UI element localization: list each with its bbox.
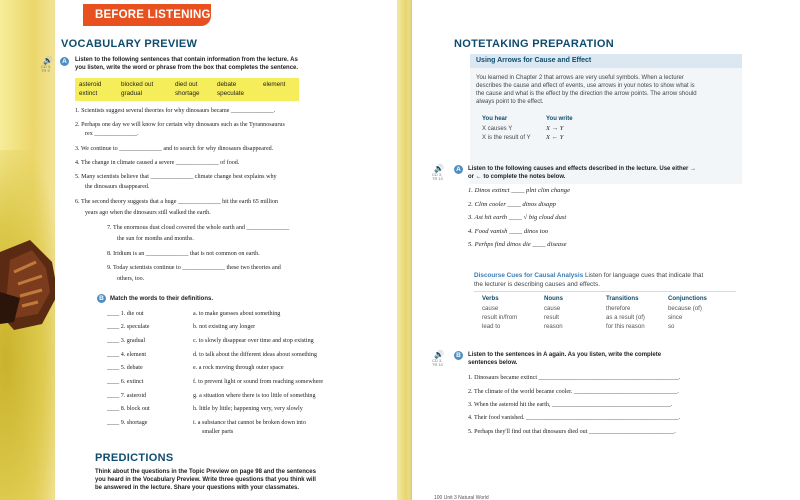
word-box-item: asteroid [79, 81, 102, 88]
vocab-sentence: 5. Many scientists believe that ______________ climate change best explains why [75, 174, 277, 180]
cue-word: since [668, 314, 683, 321]
word-box-item: shortage [175, 90, 200, 97]
exercise-a-instruction: Listen to the following causes and effects described in the lecture. Use either → or ← to complete the notes below. [468, 166, 697, 180]
hear-row: X causes Y [482, 126, 513, 132]
note-line: 5. Perhps find dinos die ____ disease [468, 241, 567, 248]
vocab-sentence: the sun for months and months. [117, 236, 194, 242]
match-word: ____ 8. block out [107, 406, 150, 412]
word-box-item: element [263, 81, 286, 88]
page-footer: 100 Unit 3 Natural World [434, 495, 489, 500]
discourse-cues-intro-2: the lecturer is describing causes and effects. [474, 281, 600, 288]
word-box-item: speculate [217, 90, 244, 97]
match-word: ____ 2. speculate [107, 324, 150, 330]
vocab-sentence: 3. We continue to ______________ and to search for why dinosaurs disappeared. [75, 146, 274, 152]
cues-divider [474, 291, 736, 292]
vocab-sentence: others, too. [117, 276, 145, 282]
definition: b. not existing any longer [193, 324, 256, 330]
notetaking-title: NOTETAKING PREPARATION [454, 38, 614, 50]
cd-track-label: CD 3, TR 10 [432, 172, 443, 181]
vocab-sentence: years ago when the dinosaurs still walked the earth. [85, 210, 211, 216]
word-box-item: debate [217, 81, 237, 88]
word-box-item: gradual [121, 90, 143, 97]
cue-word: therefore [606, 305, 631, 312]
speaker-icon: 🔊 [434, 350, 444, 359]
note-line: 2. Clim cooler ____ dinos disapp [468, 201, 556, 208]
match-word: ____ 3. gradual [107, 338, 146, 344]
match-word: ____ 5. debate [107, 365, 143, 371]
cue-word: as a result (of) [606, 314, 645, 321]
cues-heading: Nouns [544, 295, 563, 302]
note-line: 4. Food vanish ____ dinos too [468, 228, 549, 235]
match-word: ____ 4. element [107, 352, 147, 358]
definition: i. a substance that cannot be broken down into [193, 420, 306, 426]
cue-word: reason [544, 323, 563, 330]
match-word: ____ 6. extinct [107, 379, 144, 385]
speaker-icon: 🔊 [43, 56, 53, 65]
cd-track-label: CD 3, TR 10 [432, 358, 443, 367]
complete-sentence: 4. Their food vanished. __________________________________________________. [468, 415, 680, 421]
dinosaur-fossil-photo [0, 232, 60, 332]
cue-word: because (of) [668, 305, 702, 312]
arrows-box-title: Using Arrows for Cause and Effect [476, 57, 592, 64]
vocab-sentence: 6. The second theory suggests that a huge ______________ hit the earth 65 million [75, 199, 278, 205]
write-row: X → Y [546, 125, 564, 132]
note-line: 3. Ast hit earth ____ √ big cloud dust [468, 214, 567, 221]
word-box [75, 78, 299, 101]
vocab-sentence: rex ______________. [85, 131, 139, 137]
exercise-a-badge: A [60, 57, 69, 66]
cd-track-label: CD 3, TR 9 [41, 64, 52, 73]
vocab-sentence: 1. Scientists suggest several theories for why dinosaurs became ______________. [75, 108, 276, 114]
vocab-sentence: 7. The enormous dust cloud covered the whole earth and ______________ [107, 225, 290, 231]
vocab-sentence: 4. The change in climate caused a severe ______________ of food. [75, 160, 240, 166]
exercise-a-badge: A [454, 165, 463, 174]
complete-sentence: 1. Dinosaurs became extinct ______________________________________________. [468, 375, 681, 381]
definition: e. a rock moving through outer space [193, 365, 284, 371]
cues-heading: Transitions [606, 295, 639, 302]
complete-sentence: 2. The climate of the world became cooler. __________________________________. [468, 389, 679, 395]
note-line: 1. Dinos extinct ____ plnt clim change [468, 187, 571, 194]
cues-heading: Verbs [482, 295, 499, 302]
definition: d. to talk about the different ideas about something [193, 352, 317, 358]
definition: c. to slowly disappear over time and stop existing [193, 338, 314, 344]
cue-word: cause [482, 305, 499, 312]
exercise-a-instruction: Listen to the following sentences that contain information from the lecture. As you listen, write the word or phrase from the box that completes the sentence. [75, 57, 299, 71]
section-tab: BEFORE LISTENING [83, 4, 211, 26]
complete-sentence: 5. Perhaps they'll find out that dinosaurs died out ____________________________. [468, 429, 676, 435]
word-box-item: blocked out [121, 81, 154, 88]
speaker-icon: 🔊 [434, 164, 444, 173]
cue-word: lead to [482, 323, 501, 330]
definition: a. to make guesses about something [193, 311, 281, 317]
word-box-item: extinct [79, 90, 98, 97]
definition: smaller parts [202, 429, 234, 435]
you-hear-heading: You hear [482, 116, 508, 122]
cue-word: cause [544, 305, 561, 312]
hear-row: X is the result of Y [482, 135, 531, 141]
you-write-heading: You write [546, 116, 573, 122]
exercise-b-instruction: Listen to the sentences in A again. As you listen, write the complete sentences below. [468, 352, 662, 366]
complete-sentence: 3. When the asteroid hit the earth, _______________________________________. [468, 402, 673, 408]
left-page [41, 0, 397, 500]
exercise-b-instruction: Match the words to their definitions. [110, 296, 214, 302]
definition: f. to prevent light or sound from reaching somewhere [193, 379, 324, 385]
vocab-preview-title: VOCABULARY PREVIEW [61, 38, 198, 50]
definition: h. little by little; happening very, very slowly [193, 406, 303, 412]
arrows-box-text: You learned in Chapter 2 that arrows are very useful symbols. When a lecturer describes the cause and effect of events, use arrows in your notes to show what is the cause and what is the effect by the direction the arrow points. The arrow should always point to the effect. [476, 75, 697, 105]
vocab-sentence: 9. Today scientists continue to ______________ these two theories and [107, 265, 281, 271]
exercise-b-badge: B [454, 351, 463, 360]
match-word: ____ 1. die out [107, 311, 144, 317]
write-row: X ← Y [546, 134, 564, 141]
right-page [412, 0, 800, 500]
cue-word: result [544, 314, 559, 321]
cue-word: so [668, 323, 675, 330]
vocab-sentence: the dinosaurs disappeared. [85, 184, 150, 190]
predictions-text: Think about the questions in the Topic Preview on page 98 and the sentences you heard in the Vocabulary Preview. Write three questions that you think will be answered in the lecture. Share your questions with your classmates. [95, 469, 316, 491]
exercise-b-badge: B [97, 294, 106, 303]
predictions-title: PREDICTIONS [95, 452, 174, 464]
cues-heading: Conjunctions [668, 295, 707, 302]
definition: g. a situation where there is too little of something [193, 393, 316, 399]
discourse-cues-intro: Discourse Cues for Causal Analysis Listen for language cues that indicate that [474, 272, 704, 279]
match-word: ____ 7. asteroid [107, 393, 147, 399]
vocab-sentence: 2. Perhaps one day we will know for certain why dinosaurs such as the Tyrannosaurus [75, 122, 285, 128]
cue-word: result in/from [482, 314, 518, 321]
word-box-item: died out [175, 81, 198, 88]
discourse-cues-title: Discourse Cues for Causal Analysis [474, 272, 584, 279]
vocab-sentence: 8. Iridium is an ______________ that is not common on earth. [107, 251, 260, 257]
match-word: ____ 9. shortage [107, 420, 148, 426]
cue-word: for this reason [606, 323, 645, 330]
